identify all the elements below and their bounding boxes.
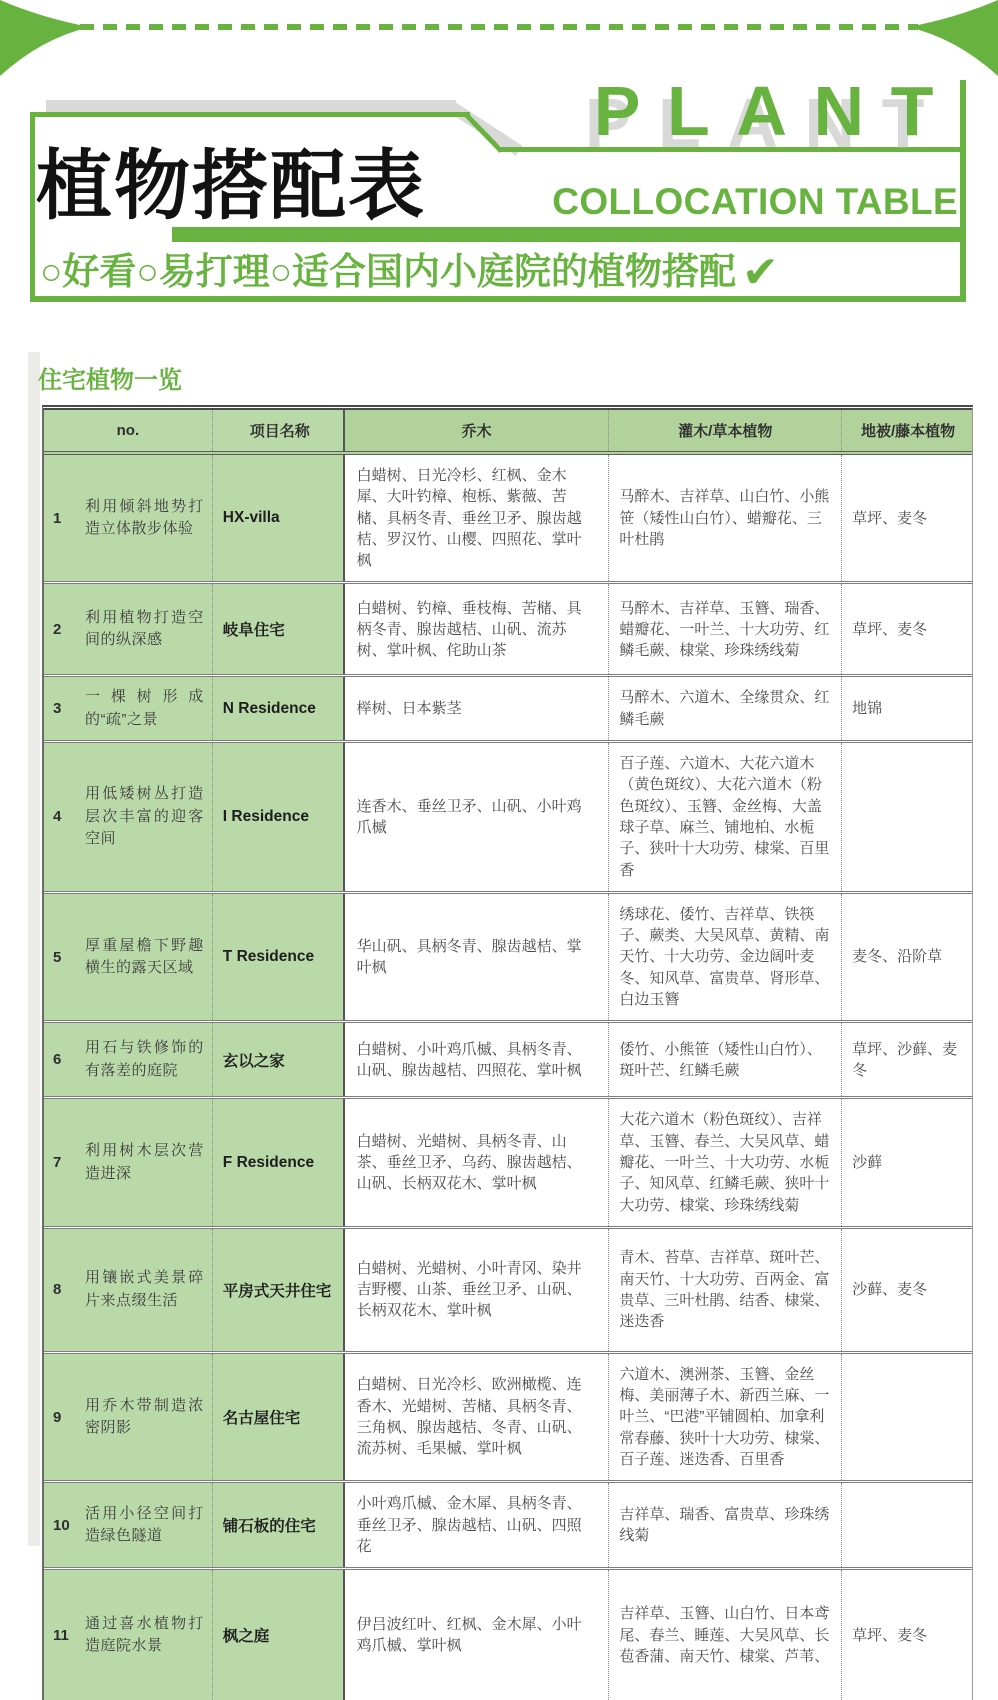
row-number: 2 xyxy=(53,620,62,638)
plant-table xyxy=(42,405,973,1700)
trees-list: 伊吕波红叶、红枫、金木犀、小叶鸡爪槭、掌叶枫 xyxy=(345,1570,610,1700)
row-description: 用乔木带制造浓密阴影 xyxy=(85,1396,204,1437)
trees-list: 榉树、日本紫茎 xyxy=(345,677,610,740)
groundcover-list: 麦冬、沿阶草 xyxy=(852,948,943,966)
row-description: 用低矮树丛打造层次丰富的迎客空间 xyxy=(85,785,204,848)
trees-list: 白蜡树、小叶鸡爪槭、具柄冬青、山矾、腺齿越桔、四照花、掌叶枫 xyxy=(345,1023,610,1096)
trees-list: 白蜡树、光蜡树、小叶青冈、染井吉野樱、山茶、垂丝卫矛、山矾、长柄双花木、掌叶枫 xyxy=(345,1229,610,1351)
project-name: 枫之庭 xyxy=(213,1570,345,1700)
groundcover-list: 草坪、麦冬 xyxy=(852,1626,928,1644)
page-edge-strip xyxy=(28,352,40,1546)
title-english-line2: COLLOCATION TABLE xyxy=(552,181,958,222)
trees-list: 白蜡树、日光冷杉、红枫、金木犀、大叶钓樟、枹栎、紫薇、苦槠、具柄冬青、垂丝卫矛、腺齿越桔、罗汉竹、山樱、四照花、掌叶枫 xyxy=(345,455,610,581)
table-row xyxy=(44,1020,972,1096)
table-row xyxy=(44,1480,972,1567)
groundcover-list: 沙藓、麦冬 xyxy=(852,1281,928,1299)
row-description: 利用倾斜地势打造立体散步体验 xyxy=(85,497,204,538)
project-name: T Residence xyxy=(213,894,345,1020)
shrubs-list: 马醉木、六道木、全缘贯众、红鳞毛蕨 xyxy=(609,677,842,740)
row-description: 利用树木层次营造进深 xyxy=(85,1142,204,1182)
shrubs-list: 大花六道木（粉色斑纹）、吉祥草、玉簪、春兰、大吴风草、蜡瓣花、一叶兰、十大功劳、水栀子、知风草、红鳞毛蕨、狭叶十大功劳、棣棠、珍珠绣线菊 xyxy=(609,1099,842,1225)
trees-list: 白蜡树、钓樟、垂枝梅、苦槠、具柄冬青、腺齿越桔、山矾、流苏树、掌叶枫、侘助山茶 xyxy=(345,584,610,674)
title-box-border-top-left xyxy=(30,112,470,117)
table-header-row xyxy=(44,410,972,455)
trees-list: 白蜡树、光蜡树、具柄冬青、山茶、垂丝卫矛、乌药、腺齿越桔、山矾、长柄双花木、掌叶枫 xyxy=(345,1099,610,1225)
header-project-name: 项目名称 xyxy=(213,410,345,451)
row-number: 11 xyxy=(53,1626,69,1644)
row-description: 一棵树形成的“疏”之景 xyxy=(85,688,204,728)
groundcover-list: 草坪、麦冬 xyxy=(852,620,928,638)
header-no: no. xyxy=(44,410,213,451)
title-box-border-right xyxy=(960,80,966,302)
shrubs-list: 青木、苔草、吉祥草、斑叶芒、南天竹、十大功劳、百两金、富贵草、三叶杜鹃、结香、棣棠、迷迭香 xyxy=(609,1229,842,1351)
table-row xyxy=(44,1226,972,1351)
row-description: 用石与铁修饰的有落差的庭院 xyxy=(85,1039,204,1079)
row-number: 10 xyxy=(53,1516,70,1534)
row-number: 6 xyxy=(53,1051,62,1069)
groundcover-list xyxy=(842,1483,972,1567)
row-description: 用镶嵌式美景碎片来点缀生活 xyxy=(85,1269,204,1309)
project-name: I Residence xyxy=(213,743,345,891)
row-description: 厚重屋檐下野趣横生的露天区域 xyxy=(85,936,204,977)
row-number: 1 xyxy=(53,509,62,527)
shrubs-list: 吉祥草、瑞香、富贵草、珍珠绣线菊 xyxy=(609,1483,842,1567)
header-groundcover: 地被/藤本植物 xyxy=(860,423,956,440)
section-title: 住宅植物一览 xyxy=(38,367,182,394)
header-shrubs: 灌木/草本植物 xyxy=(609,410,842,451)
table-row xyxy=(44,674,972,740)
shrubs-list: 倭竹、小熊笹（矮性山白竹）、斑叶芒、红鳞毛蕨 xyxy=(609,1023,842,1096)
title-box-border-left xyxy=(30,115,35,302)
project-name: 玄以之家 xyxy=(213,1023,345,1096)
table-row xyxy=(44,581,972,674)
row-description: 利用植物打造空间的纵深感 xyxy=(85,608,204,649)
trees-list: 连香木、垂丝卫矛、山矾、小叶鸡爪槭 xyxy=(345,743,610,891)
groundcover-list: 草坪、沙藓、麦冬 xyxy=(852,1040,958,1079)
project-name: HX-villa xyxy=(213,455,345,581)
subtitle xyxy=(40,249,940,296)
groundcover-list: 沙藓 xyxy=(852,1153,883,1171)
table-row xyxy=(44,1096,972,1225)
ribbon-right-icon xyxy=(906,0,998,78)
shrubs-list: 绣球花、倭竹、吉祥草、铁筷子、蕨类、大吴风草、黄精、南天竹、十大功劳、金边阔叶麦冬、知风草、富贵草、肾形草、白边玉簪 xyxy=(609,894,842,1020)
trees-list: 华山矾、具柄冬青、腺齿越桔、掌叶枫 xyxy=(345,894,610,1020)
project-name: 名古屋住宅 xyxy=(213,1354,345,1480)
row-number: 4 xyxy=(53,808,62,826)
project-name: F Residence xyxy=(213,1099,345,1225)
project-name: 铺石板的住宅 xyxy=(213,1483,345,1567)
groundcover-list xyxy=(842,743,972,891)
checkmark-icon: ✔ xyxy=(742,248,779,297)
project-name: N Residence xyxy=(213,677,345,740)
groundcover-list xyxy=(842,1354,972,1480)
row-number: 7 xyxy=(53,1154,62,1172)
table-row xyxy=(44,1567,972,1700)
row-number: 8 xyxy=(53,1281,62,1299)
shrubs-list: 百子莲、六道木、大花六道木（黄色斑纹）、大花六道木（粉色斑纹）、玉簪、金丝梅、大盖球子草、麻兰、铺地柏、水栀子、狭叶十大功劳、棣棠、百里香 xyxy=(609,743,842,891)
project-name: 平房式天井住宅 xyxy=(213,1229,345,1351)
ribbon-left-icon xyxy=(0,0,92,78)
shrubs-list: 马醉木、吉祥草、山白竹、小熊笹（矮性山白竹）、蜡瓣花、三叶杜鹃 xyxy=(609,455,842,581)
table-row xyxy=(44,891,972,1020)
shrubs-list: 六道木、澳洲茶、玉簪、金丝梅、美丽薄子木、新西兰麻、一叶兰、“巴港”平铺圆柏、加拿利常春藤、狭叶十大功劳、棣棠、百子莲、迷迭香、百里香 xyxy=(609,1354,842,1480)
shrubs-list: 马醉木、吉祥草、玉簪、瑞香、蜡瓣花、一叶兰、十大功劳、红鳞毛蕨、棣棠、珍珠绣线菊 xyxy=(609,584,842,674)
groundcover-list: 草坪、麦冬 xyxy=(852,509,928,527)
table-row xyxy=(44,740,972,891)
trees-list: 小叶鸡爪槭、金木犀、具柄冬青、垂丝卫矛、腺齿越桔、山矾、四照花 xyxy=(345,1483,610,1567)
dashed-divider xyxy=(80,24,918,30)
row-number: 5 xyxy=(53,948,62,966)
table-row xyxy=(44,455,972,581)
row-number: 3 xyxy=(53,700,62,718)
trees-list: 白蜡树、日光冷杉、欧洲橄榄、连香木、光蜡树、苦槠、具柄冬青、三角枫、腺齿越桔、冬青、山矾、流苏树、毛果槭、掌叶枫 xyxy=(345,1354,610,1480)
row-number: 9 xyxy=(53,1408,62,1426)
row-description: 活用小径空间打造绿色隧道 xyxy=(85,1504,204,1545)
title-english-line1: PLANT xyxy=(593,72,960,150)
title-box-border-bottom xyxy=(30,296,966,302)
table-row xyxy=(44,1351,972,1480)
shrubs-list: 吉祥草、玉簪、山白竹、日本鸢尾、春兰、睡莲、大吴风草、长苞香蒲、南天竹、棣棠、芦苇、 xyxy=(609,1570,842,1700)
title-shadow-bar xyxy=(46,100,456,112)
row-description: 通过喜水植物打造庭院水景 xyxy=(85,1614,204,1655)
project-name: 岐阜住宅 xyxy=(213,584,345,674)
groundcover-list: 地锦 xyxy=(852,700,883,718)
page-title: 植物搭配表 xyxy=(36,144,426,229)
subtitle-text: ○好看○易打理○适合国内小庭院的植物搭配 xyxy=(40,251,737,292)
header-trees: 乔木 xyxy=(345,410,610,451)
